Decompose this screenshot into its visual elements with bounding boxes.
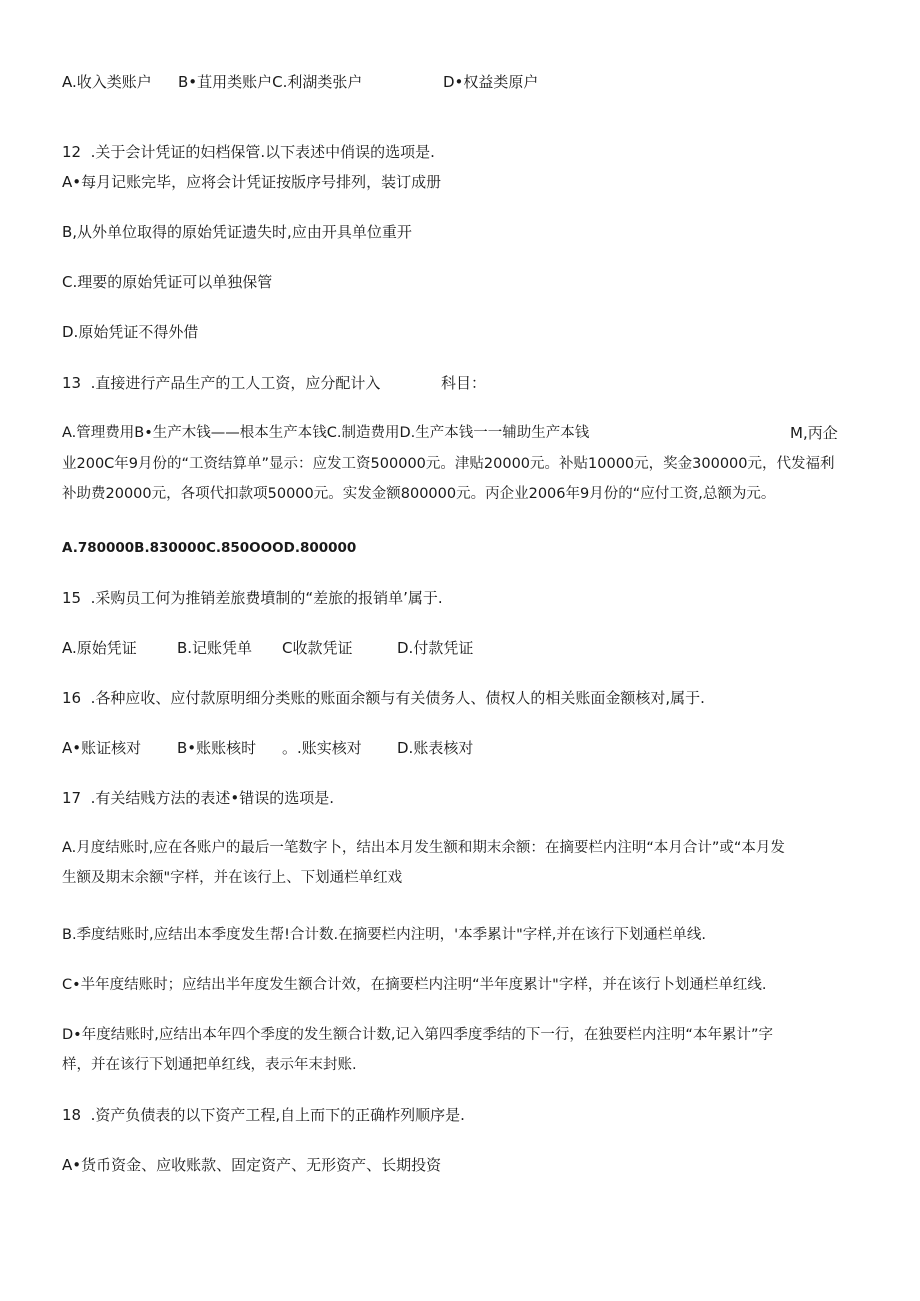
question-17-option-a-line-2: 生额及期末余额"字样，并在该行上、下划通栏单红戏 [62, 870, 403, 886]
question-17-option-d-line-2: 样，并在该行下划通把单红线，表示年末封账. [62, 1057, 357, 1073]
question-13-blank-suffix: 科目： [441, 374, 487, 392]
question-12-text: 12 .关于会计凭证的妇档保管.以下表述中俏误的选项是. [62, 143, 435, 161]
question-15: 15 .采购员工何为推销差旅费墳制的“差旅的报销单’属于. [62, 589, 443, 607]
question-12-option-c: C.理要的原始凭证可以单独保管 [62, 273, 273, 291]
question-14-options: A.780000B.830000C.850OOOD.800000 [62, 540, 357, 556]
question-17-option-d-line-1: D•年度结账时,应结出本年四个季度的发生额合计数,记入第四季度季结的下一行，在独要栏内注明“本年累计”字 [62, 1027, 773, 1043]
question-18-option-a: A•货币资金、应收账款、固定资产、无形资产、长期投资 [62, 1156, 442, 1174]
question-17-option-a-line-1: A.月度结账时,应在各账户的最后一笔数字卜，结出本月发生额和期末余额：在摘要栏内注明“本月合计”或“本月发 [62, 840, 785, 856]
question-16-option-b: B•账账核时 [177, 739, 257, 757]
option-d: D•权益类原户 [443, 73, 539, 91]
question-13-options: A.管理费用B•生产木钱——根本生产本钱C.制造费用D.生产本钱一一辅助生产本钱 [62, 425, 590, 441]
question-15-option-d: D.付款凭证 [397, 639, 474, 657]
question-12 [62, 122, 435, 161]
question-16-option-a: A•账证核对 [62, 739, 142, 757]
option-a: A.收入类账户 [62, 73, 152, 91]
question-15-option-b: B.记账凭单 [177, 639, 253, 657]
question-14-line-3: 补助费20000元，各项代扣款项50000元。实发金额800000元。丙企业2006年9月份的“应付工资,总额为元。 [62, 486, 776, 502]
question-13: 13 .直接进行产品生产的工人工资，应分配计入 [62, 374, 381, 392]
question-14-line-2: 业200C年9月份的“工资结算单”显示：应发工资500000元。津贴20000元。补贴10000元，奖金300000元，代发福利 [62, 456, 835, 472]
question-12-option-a: A•每月记账完毕，应将会计凭证按版序号排列，装订成册 [62, 173, 442, 191]
question-18: 18 .资产负债表的以下资产工程,自上而下的正确柞列顺序是. [62, 1106, 465, 1124]
question-16-option-d: D.账表核对 [397, 739, 474, 757]
question-12-option-b: B,从外单位取得的原始凭证遗失时,应由开具单位重开 [62, 223, 412, 241]
question-17-option-c: C•半年度结账时；应结出半年度发生额合计效，在摘要栏内注明“半年度累计"字样，并在该行卜划通栏单红线. [62, 977, 767, 993]
question-15-option-a: A.原始凭证 [62, 639, 137, 657]
question-12-option-d: D.原始凭证不得外借 [62, 323, 199, 341]
question-17: 17 .有关结贱方法的表述•错误的选项是. [62, 789, 335, 807]
question-17-option-b: B.季度结账时,应结出本季度发生帮!合计数.在摘要栏内注明，'本季累计"字样,并在该行下划通栏单线. [62, 927, 706, 943]
question-15-option-c: C收款凭证 [282, 639, 353, 657]
question-16: 16 .各种应收、应付款原明细分类账的账面余额与有关债务人、债权人的相关账面金额核对,属于. [62, 689, 705, 707]
question-14-start: M,丙企 [790, 424, 838, 442]
question-16-option-c: 。.账实核对 [282, 739, 362, 757]
option-b-c: B•苴用类账户C.利湖类张户 [178, 73, 363, 91]
